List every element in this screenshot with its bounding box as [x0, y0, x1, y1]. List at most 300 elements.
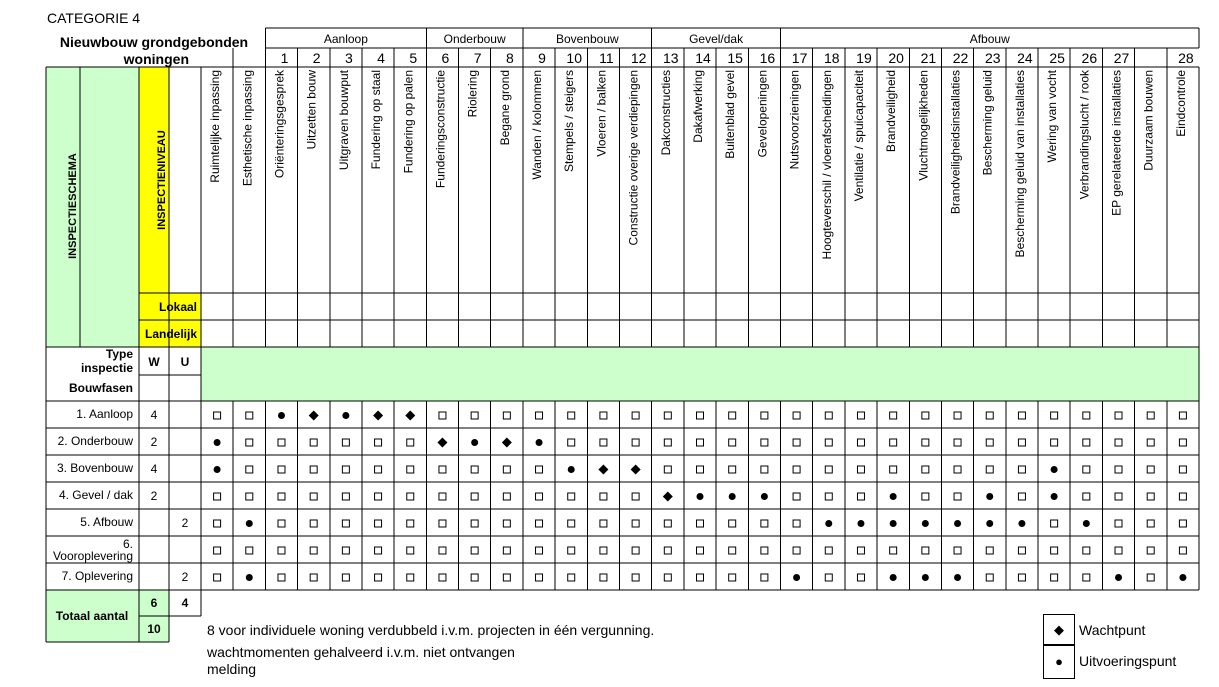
empty-mark [471, 547, 478, 554]
empty-mark [890, 439, 897, 446]
empty-mark [375, 493, 382, 500]
empty-mark [1147, 574, 1154, 581]
empty-mark [729, 520, 736, 527]
empty-mark [439, 547, 446, 554]
column-label: Wanden / kolommen [530, 70, 545, 180]
empty-mark [342, 439, 349, 446]
row-u-count: 2 [181, 516, 189, 530]
empty-mark [1147, 439, 1154, 446]
empty-mark [793, 439, 800, 446]
empty-mark [342, 574, 349, 581]
column-number: 6 [441, 50, 450, 66]
empty-mark [793, 412, 800, 419]
empty-mark [342, 466, 349, 473]
empty-mark [857, 493, 864, 500]
column-number: 7 [473, 50, 482, 66]
empty-mark [600, 520, 607, 527]
empty-mark [600, 412, 607, 419]
empty-mark [310, 574, 317, 581]
empty-mark [568, 493, 575, 500]
empty-mark [664, 574, 671, 581]
empty-mark [246, 493, 253, 500]
empty-mark [536, 574, 543, 581]
empty-mark [214, 574, 221, 581]
empty-mark [407, 520, 414, 527]
empty-mark [1179, 547, 1186, 554]
empty-mark [536, 466, 543, 473]
column-label: Constructie overige verdiepingen [626, 70, 641, 246]
empty-mark [278, 574, 285, 581]
uitvoeringspunt-mark [278, 412, 285, 419]
empty-mark [632, 574, 639, 581]
empty-mark [697, 520, 704, 527]
empty-mark [1051, 412, 1058, 419]
empty-mark [568, 520, 575, 527]
empty-mark [729, 466, 736, 473]
empty-mark [536, 412, 543, 419]
uitvoeringspunt-mark [890, 520, 897, 527]
column-number: 13 [663, 50, 679, 66]
row-label: 6. [122, 537, 133, 551]
uitvoeringspunt-mark [246, 520, 253, 527]
empty-mark [664, 439, 671, 446]
totals-sum: 10 [147, 622, 161, 636]
uitvoeringspunt-mark [761, 493, 768, 500]
column-number: 10 [566, 50, 583, 66]
page-subtitle: woningen [123, 51, 189, 67]
row-label: 2. Onderbouw [57, 434, 133, 448]
empty-mark [1179, 439, 1186, 446]
empty-mark [407, 466, 414, 473]
column-label: Uitgraven bouwput [336, 70, 351, 171]
uitvoeringspunt-mark [214, 466, 221, 473]
column-number: 24 [1017, 50, 1033, 66]
column-label: Duurzaam bouwen [1141, 70, 1156, 171]
column-label: Eindcontrole [1173, 70, 1188, 137]
empty-mark [214, 493, 221, 500]
row-w-count: 2 [150, 435, 158, 449]
empty-mark [568, 412, 575, 419]
empty-mark [632, 520, 639, 527]
empty-mark [568, 547, 575, 554]
empty-mark [1018, 574, 1025, 581]
column-number: 20 [888, 50, 904, 66]
column-number: 21 [920, 50, 937, 66]
empty-mark [503, 493, 510, 500]
uitvoeringspunt-mark [471, 439, 478, 446]
uitvoeringspunt-mark [697, 493, 704, 500]
row-u-count: 2 [181, 570, 189, 584]
column-label: Brandveiligheid [884, 70, 899, 153]
uitvoeringspunt-mark [342, 412, 349, 419]
empty-mark [761, 574, 768, 581]
column-label: Dakconstructies [658, 70, 673, 156]
empty-mark [568, 439, 575, 446]
empty-mark [278, 547, 285, 554]
column-label: EP gerelateerde installaties [1109, 70, 1124, 216]
wachtpunt-mark [309, 411, 319, 421]
row-label: 7. Oplevering [61, 569, 133, 583]
uitvoeringspunt-mark [536, 439, 543, 446]
empty-mark [1083, 439, 1090, 446]
empty-mark [761, 547, 768, 554]
uitvoeringspunt-mark [954, 574, 961, 581]
type-inspectie-band [201, 347, 1199, 401]
group-header-afbouw: Afbouw [969, 32, 1010, 46]
wachtpunt-mark [631, 465, 641, 475]
group-header-onderbouw: Onderbouw [443, 32, 506, 46]
empty-mark [857, 466, 864, 473]
empty-mark [1018, 412, 1025, 419]
column-label: Bescherming geluid [980, 70, 995, 176]
row-w-count: 4 [150, 408, 158, 422]
column-number: 4 [377, 50, 385, 66]
empty-mark [278, 493, 285, 500]
schema-fill-cell [80, 67, 139, 293]
uitvoeringspunt-mark [1018, 520, 1025, 527]
empty-mark [1083, 466, 1090, 473]
note-line-1: 8 voor individuele woning verdubbeld i.v.m. projecten in één vergunning. [207, 622, 655, 638]
empty-mark [857, 574, 864, 581]
empty-mark [632, 439, 639, 446]
empty-mark [375, 466, 382, 473]
column-label: Hoogteverschil / vloerafscheidingen [819, 70, 834, 260]
empty-mark [1147, 520, 1154, 527]
uitvoeringspunt-mark [1115, 574, 1122, 581]
uitvoeringspunt-mark [954, 520, 961, 527]
column-label: Nutsvoorzieningen [787, 70, 802, 170]
empty-mark [278, 466, 285, 473]
niveau-blank-cell [169, 67, 201, 293]
empty-mark [375, 574, 382, 581]
uitvoeringspunt-mark [986, 520, 993, 527]
empty-mark [697, 412, 704, 419]
empty-mark [1147, 466, 1154, 473]
empty-mark [954, 493, 961, 500]
empty-mark [407, 439, 414, 446]
empty-mark [471, 412, 478, 419]
empty-mark [825, 574, 832, 581]
column-label: Dakafwerking [691, 70, 705, 143]
column-label: Vluchtmogelijkheden [916, 70, 931, 181]
empty-mark [986, 439, 993, 446]
empty-mark [825, 547, 832, 554]
empty-mark [503, 547, 510, 554]
column-label: Stempels / steigers [562, 70, 577, 173]
uitvoeringspunt-mark [825, 520, 832, 527]
legend-uitvoeringspunt-label: Uitvoeringspunt [1079, 653, 1177, 669]
empty-mark [246, 547, 253, 554]
empty-mark [857, 547, 864, 554]
empty-mark [536, 547, 543, 554]
column-number: 17 [791, 50, 808, 66]
empty-mark [632, 493, 639, 500]
uitvoeringspunt-mark [986, 493, 993, 500]
empty-mark [825, 493, 832, 500]
empty-mark [503, 574, 510, 581]
empty-mark [1115, 547, 1122, 554]
empty-mark [890, 412, 897, 419]
empty-mark [1051, 574, 1058, 581]
column-label: Bescherming geluid van installaties [1012, 70, 1027, 258]
uitvoeringspunt-mark [729, 493, 736, 500]
column-number: 2 [312, 50, 321, 66]
empty-mark [1083, 412, 1090, 419]
empty-mark [214, 547, 221, 554]
empty-mark [1051, 439, 1058, 446]
wachtpunt-mark [598, 465, 608, 475]
empty-mark [568, 574, 575, 581]
column-number: 28 [1178, 50, 1194, 66]
column-number: 1 [280, 50, 289, 66]
empty-mark [1018, 493, 1025, 500]
empty-mark [600, 574, 607, 581]
empty-mark [793, 520, 800, 527]
empty-mark [922, 493, 929, 500]
column-number: 14 [695, 50, 711, 66]
empty-mark [407, 493, 414, 500]
uitvoeringspunt-mark [568, 466, 575, 473]
empty-mark [600, 547, 607, 554]
empty-mark [1147, 493, 1154, 500]
empty-mark [1051, 520, 1058, 527]
legend-uitvoeringspunt-symbol: ● [1043, 644, 1075, 679]
empty-mark [1179, 466, 1186, 473]
empty-mark [664, 547, 671, 554]
empty-mark [664, 466, 671, 473]
empty-mark [793, 466, 800, 473]
empty-mark [922, 547, 929, 554]
empty-mark [1115, 520, 1122, 527]
row-label: 1. Aanloop [76, 407, 133, 421]
row-label: 5. Afbouw [80, 515, 133, 529]
column-number: 27 [1113, 50, 1130, 66]
empty-mark [857, 412, 864, 419]
empty-mark [793, 547, 800, 554]
empty-mark [986, 412, 993, 419]
column-number: 12 [630, 50, 647, 66]
row-label: 3. Bovenbouw [56, 461, 133, 475]
column-label: Esthetische inpassing [240, 70, 255, 187]
empty-mark [986, 466, 993, 473]
row-w-count: 2 [150, 489, 158, 503]
empty-mark [986, 574, 993, 581]
empty-mark [439, 493, 446, 500]
empty-mark [1115, 466, 1122, 473]
column-label: Gevelopeningen [755, 70, 770, 158]
group-header-aanloop: Aanloop [323, 32, 368, 46]
empty-mark [793, 493, 800, 500]
empty-mark [246, 439, 253, 446]
row-label: Vooroplevering [52, 549, 133, 563]
legend-wachtpunt-symbol: ◆ [1043, 614, 1075, 646]
empty-mark [954, 547, 961, 554]
empty-mark [375, 547, 382, 554]
empty-mark [697, 547, 704, 554]
empty-mark [922, 439, 929, 446]
column-label: Oriënteringsgesprek [272, 70, 287, 179]
empty-mark [342, 493, 349, 500]
empty-mark [310, 520, 317, 527]
empty-mark [825, 439, 832, 446]
empty-mark [536, 520, 543, 527]
empty-mark [214, 412, 221, 419]
column-label: Brandveiligheidsinstallaties [948, 70, 963, 215]
column-label: Ventilatie / spuicapaciteit [851, 70, 866, 202]
empty-mark [1018, 466, 1025, 473]
w-header: W [148, 355, 160, 369]
uitvoeringspunt-mark [890, 493, 897, 500]
empty-mark [1115, 439, 1122, 446]
empty-mark [246, 412, 253, 419]
wachtpunt-mark [405, 411, 415, 421]
empty-mark [503, 412, 510, 419]
group-header-geveldak: Gevel/dak [689, 32, 744, 46]
wachtpunt-mark [437, 438, 447, 448]
uitvoeringspunt-mark [1083, 520, 1090, 527]
empty-mark [1147, 412, 1154, 419]
niveau-label: INSPECTIENIVEAU [156, 130, 168, 230]
empty-mark [471, 493, 478, 500]
empty-mark [1179, 520, 1186, 527]
empty-mark [342, 547, 349, 554]
column-number: 11 [599, 50, 614, 66]
empty-mark [1179, 493, 1186, 500]
page-title: Nieuwbouw grondgebonden [59, 34, 249, 50]
row-label: 4. Gevel / dak [58, 488, 133, 502]
uitvoeringspunt-mark [793, 574, 800, 581]
uitvoeringspunt-mark [922, 520, 929, 527]
empty-mark [439, 412, 446, 419]
uitvoeringspunt-mark [1051, 493, 1058, 500]
empty-mark [761, 412, 768, 419]
column-number: 26 [1081, 50, 1098, 66]
empty-mark [1147, 547, 1154, 554]
column-number: 3 [344, 50, 353, 66]
empty-mark [697, 439, 704, 446]
empty-mark [954, 412, 961, 419]
empty-mark [1051, 547, 1058, 554]
empty-mark [1083, 547, 1090, 554]
empty-mark [1179, 412, 1186, 419]
empty-mark [407, 547, 414, 554]
empty-mark [954, 466, 961, 473]
column-number: 22 [952, 50, 969, 66]
empty-mark [922, 466, 929, 473]
wachtpunt-mark [663, 492, 673, 502]
empty-mark [922, 412, 929, 419]
column-label: Verbrandingslucht / rook [1077, 70, 1092, 200]
empty-mark [407, 574, 414, 581]
empty-mark [1083, 574, 1090, 581]
column-number: 9 [538, 50, 546, 66]
empty-mark [471, 466, 478, 473]
column-label: Funderingsconstructie [433, 70, 448, 189]
empty-mark [761, 520, 768, 527]
empty-mark [1018, 439, 1025, 446]
empty-mark [986, 547, 993, 554]
empty-mark [697, 574, 704, 581]
empty-mark [278, 520, 285, 527]
empty-mark [729, 574, 736, 581]
empty-mark [503, 520, 510, 527]
empty-mark [890, 547, 897, 554]
empty-mark [310, 493, 317, 500]
group-header-bovenbouw: Bovenbouw [555, 32, 619, 46]
empty-mark [857, 439, 864, 446]
uitvoeringspunt-mark [857, 520, 864, 527]
schema-label: INSPECTIESCHEMA [67, 153, 79, 259]
note-line-2: wachtmomenten gehalveerd i.v.m. niet ontvangen melding [207, 644, 515, 677]
column-label: Fundering op palen [401, 70, 416, 174]
empty-mark [246, 466, 253, 473]
column-label: Riolering [465, 70, 480, 118]
column-number: 19 [856, 50, 872, 66]
u-header: U [180, 355, 190, 369]
empty-mark [664, 520, 671, 527]
totals-u: 4 [181, 596, 189, 610]
empty-mark [600, 493, 607, 500]
empty-mark [503, 466, 510, 473]
column-number: 16 [759, 50, 776, 66]
totals-label: Totaal aantal [55, 609, 129, 623]
empty-mark [375, 439, 382, 446]
empty-mark [1083, 493, 1090, 500]
row-w-count: 4 [150, 462, 158, 476]
inspectie-label: inspectie [80, 361, 133, 375]
uitvoeringspunt-mark [1051, 466, 1058, 473]
empty-mark [375, 520, 382, 527]
empty-mark [890, 466, 897, 473]
empty-mark [632, 412, 639, 419]
empty-mark [342, 520, 349, 527]
wachtpunt-mark [373, 411, 383, 421]
empty-mark [471, 520, 478, 527]
empty-mark [825, 412, 832, 419]
empty-mark [761, 439, 768, 446]
empty-mark [729, 412, 736, 419]
empty-mark [310, 466, 317, 473]
empty-mark [439, 466, 446, 473]
wachtpunt-mark [502, 438, 512, 448]
uitvoeringspunt-mark [246, 574, 253, 581]
empty-mark [310, 547, 317, 554]
column-label: Ruimtelijke inpassing [208, 70, 223, 183]
category-label: CATEGORIE 4 [47, 10, 141, 26]
column-number: 15 [727, 50, 743, 66]
empty-mark [310, 439, 317, 446]
empty-mark [1115, 493, 1122, 500]
empty-mark [536, 493, 543, 500]
empty-mark [729, 439, 736, 446]
column-number: 23 [984, 50, 1001, 66]
empty-mark [439, 520, 446, 527]
column-number: 18 [823, 50, 840, 66]
lokaal-label: Lokaal [158, 300, 197, 314]
column-number: 8 [505, 50, 514, 66]
empty-mark [664, 412, 671, 419]
empty-mark [954, 439, 961, 446]
type-label: Type [105, 347, 133, 361]
empty-mark [729, 547, 736, 554]
empty-mark [278, 439, 285, 446]
column-label: Begane grond [497, 70, 512, 146]
empty-mark [471, 574, 478, 581]
column-label: Vloeren / balken [594, 70, 609, 157]
empty-mark [761, 466, 768, 473]
empty-mark [600, 439, 607, 446]
uitvoeringspunt-mark [922, 574, 929, 581]
